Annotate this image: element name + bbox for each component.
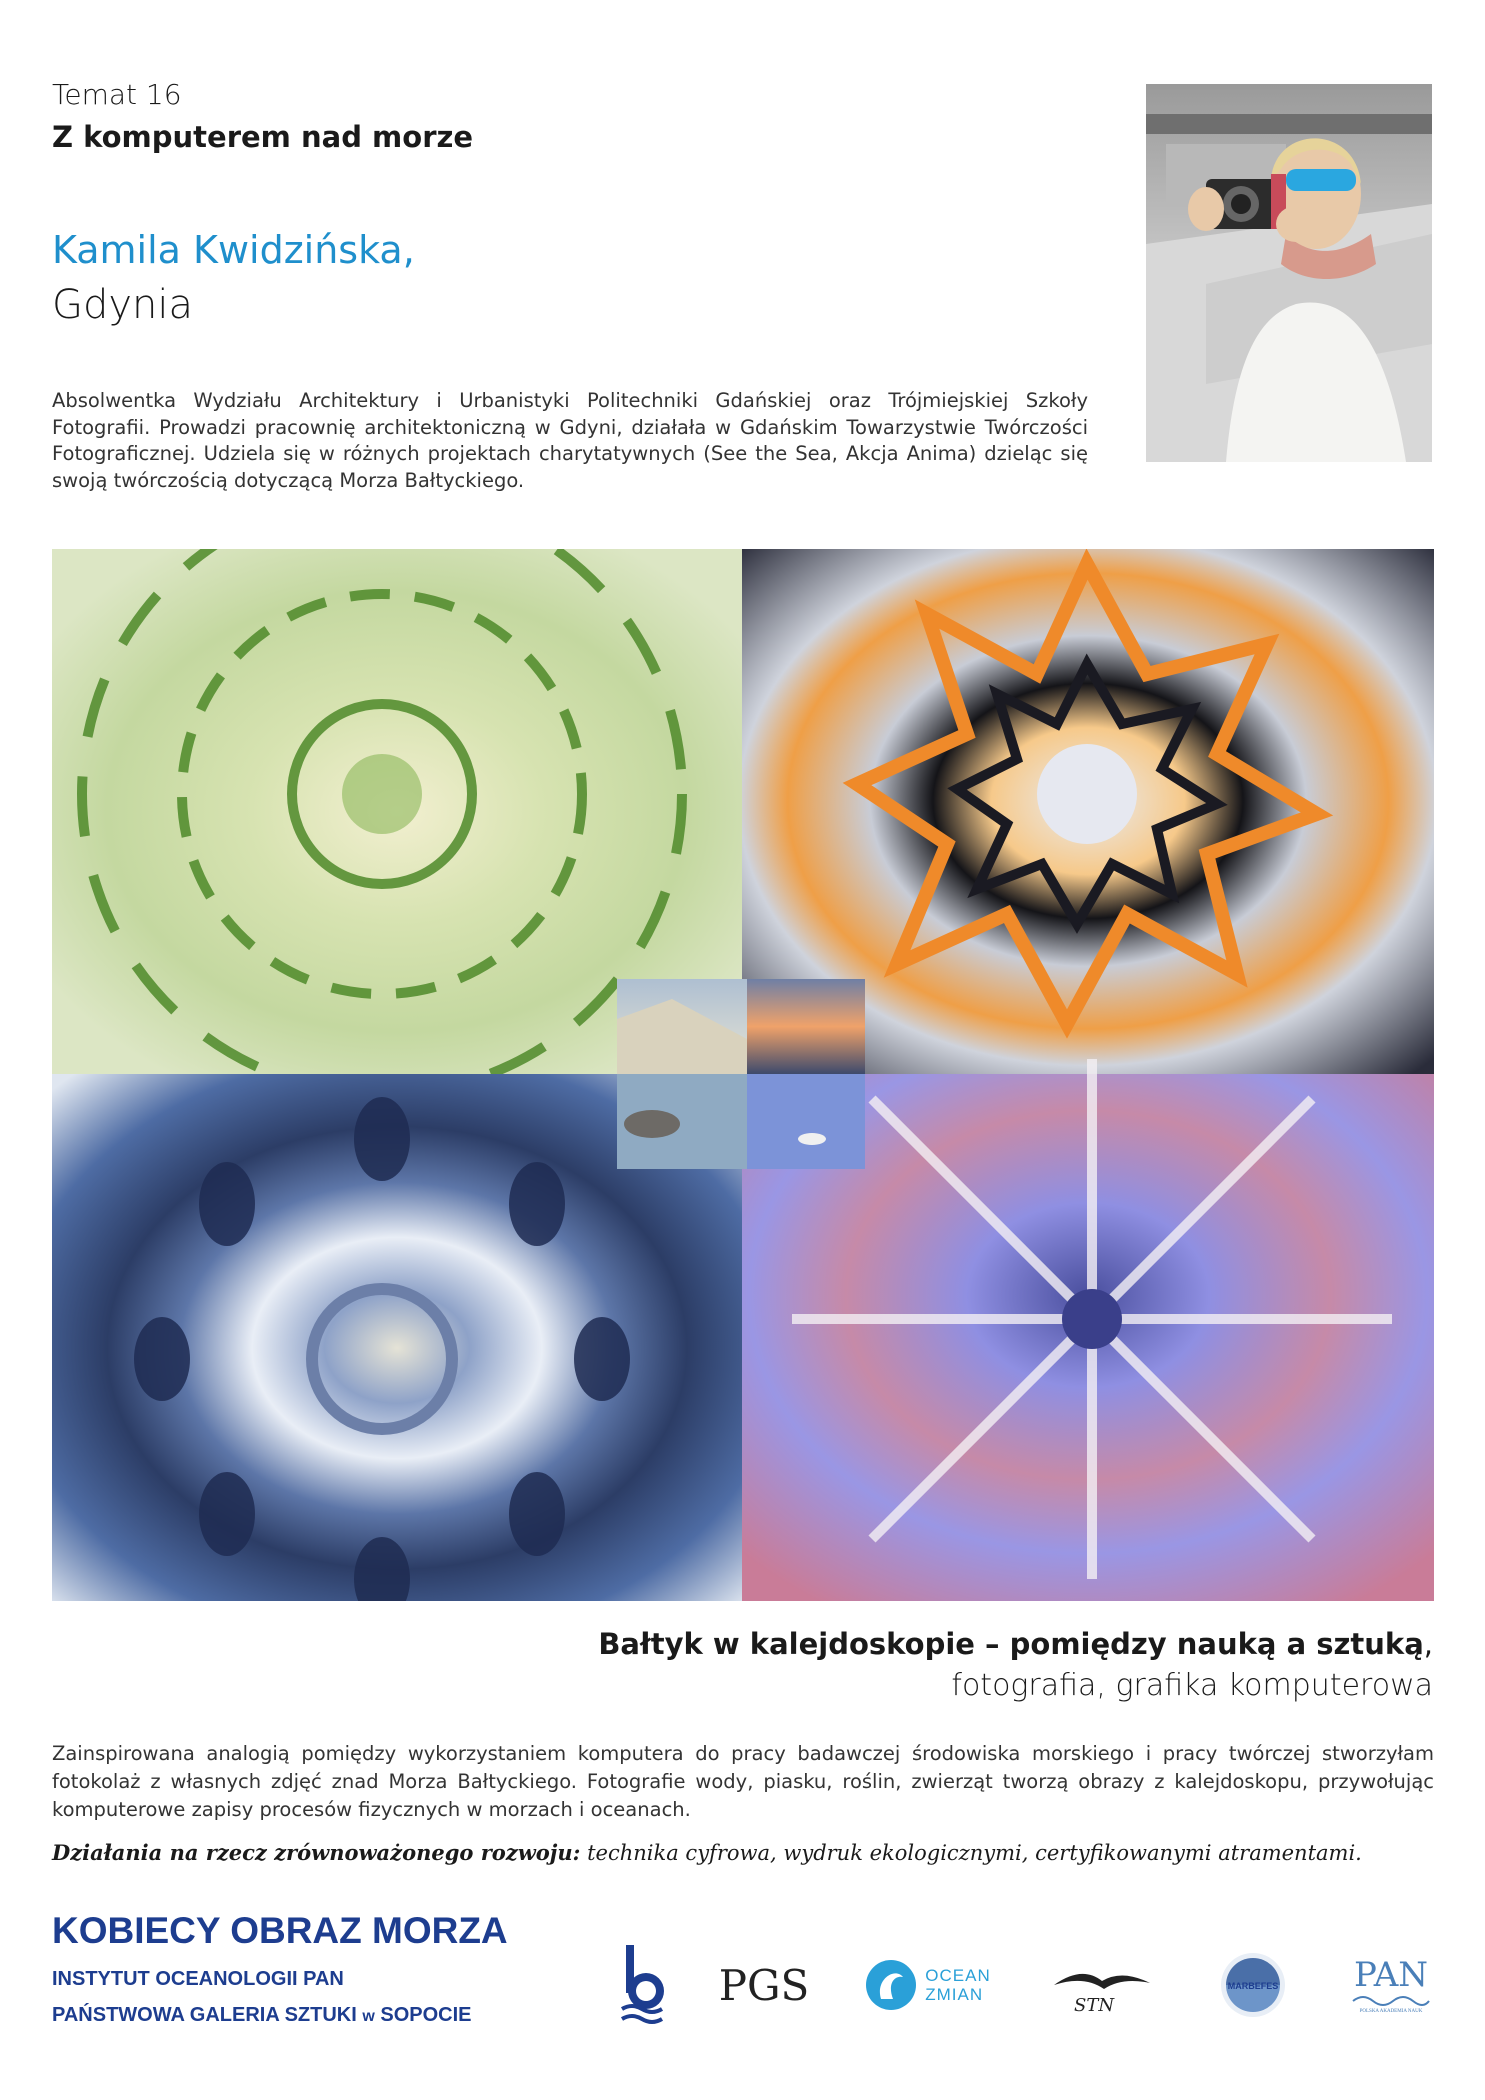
author-comma: ,: [402, 228, 415, 272]
sustainability-text: technika cyfrowa, wydruk ekologicznymi, certyfikowanymi atramentami.: [580, 1841, 1362, 1865]
iopan-logo[interactable]: [618, 1940, 668, 2030]
footer-title: KOBIECY OBRAZ MORZA: [52, 1910, 508, 1951]
work-title-text: Bałtyk w kalejdoskopie – pomiędzy nauką a sztuką: [598, 1627, 1424, 1661]
sustainability-label: Działania na rzecz zrównoważonego rozwoju:: [52, 1840, 581, 1865]
ocean-zmian-logo[interactable]: [858, 1940, 998, 2030]
pgs-logo-text: PGS: [718, 1960, 810, 2010]
stn-logo-text: STN: [1074, 1995, 1115, 2015]
work-subtitle: fotografia, grafika komputerowa: [951, 1668, 1433, 1703]
marbefes-logo-text: MARBEFES: [1227, 1981, 1279, 1991]
work-description: Zainspirowana analogią pomiędzy wykorzystaniem komputera do pracy badawczej środowiska morskiego i pracy twórczej stworzyłam fotokolaż z własnych zdjęć znad Morza Bałtyckiego. Fotografie wody, piasku, roślin, zwierząt tworzą obrazy z kalejdoskopu, przywołując komputerowe zapisy procesów fizycznych w morzach i oceanach.: [52, 1742, 1434, 1821]
author-line: [52, 228, 415, 272]
stn-logo[interactable]: [1052, 1940, 1152, 2030]
pan-logo-text: PAN: [1353, 1954, 1429, 1995]
marbefes-logo[interactable]: [1218, 1940, 1288, 2030]
work-title: [598, 1627, 1433, 1661]
author-name: Kamila Kwidzińska: [52, 228, 403, 272]
pan-logo[interactable]: [1346, 1940, 1436, 2030]
pan-logo-subtext: POLSKA AKADEMIA NAUK: [1359, 2008, 1423, 2014]
pan-wave-icon: [1351, 1993, 1431, 2009]
topic-title: Z komputerem nad morze: [52, 120, 474, 154]
author-portrait: [1146, 84, 1432, 462]
sustainability-note: [52, 1840, 1442, 1865]
author-city: Gdynia: [52, 282, 194, 328]
footer-line-1: INSTYTUT OCEANOLOGII PAN: [52, 1968, 344, 1990]
ocean-zmian-line2: ZMIAN: [925, 1985, 984, 2004]
footer-line-2c: SOPOCIE: [374, 2004, 472, 2026]
footer-line-2: [52, 2004, 472, 2027]
ocean-zmian-icon: [865, 1959, 917, 2011]
work-title-comma: ,: [1423, 1627, 1433, 1661]
footer-line-2b: w: [362, 2008, 375, 2025]
author-bio: Absolwentka Wydziału Architektury i Urbanistyki Politechniki Gdańskiej oraz Trójmiejskiej Szkoły Fotografii. Prowadzi pracownię architektoniczną w Gdyni, działała w Gdańskim Towarzystwie Twórczości Fotograficznej. Udziela się w różnych projektach charytatywnych (See the Sea, Akcja Anima) dzieląc się swoją twórczością dotyczącą Morza Bałtyckiego.: [52, 389, 1088, 492]
ocean-zmian-line1: OCEAN: [925, 1966, 991, 1985]
footer-line-2a: PAŃSTWOWA GALERIA SZTUKI: [52, 2004, 363, 2026]
pgs-logo[interactable]: [718, 1940, 810, 2030]
seagull-icon: [1052, 1955, 1152, 2015]
inset-photo-gulls: [747, 1074, 865, 1169]
inset-photo-sunset: [747, 979, 865, 1074]
kaleidoscope-collage: [52, 549, 1434, 1601]
topic-number: Temat 16: [52, 78, 182, 111]
